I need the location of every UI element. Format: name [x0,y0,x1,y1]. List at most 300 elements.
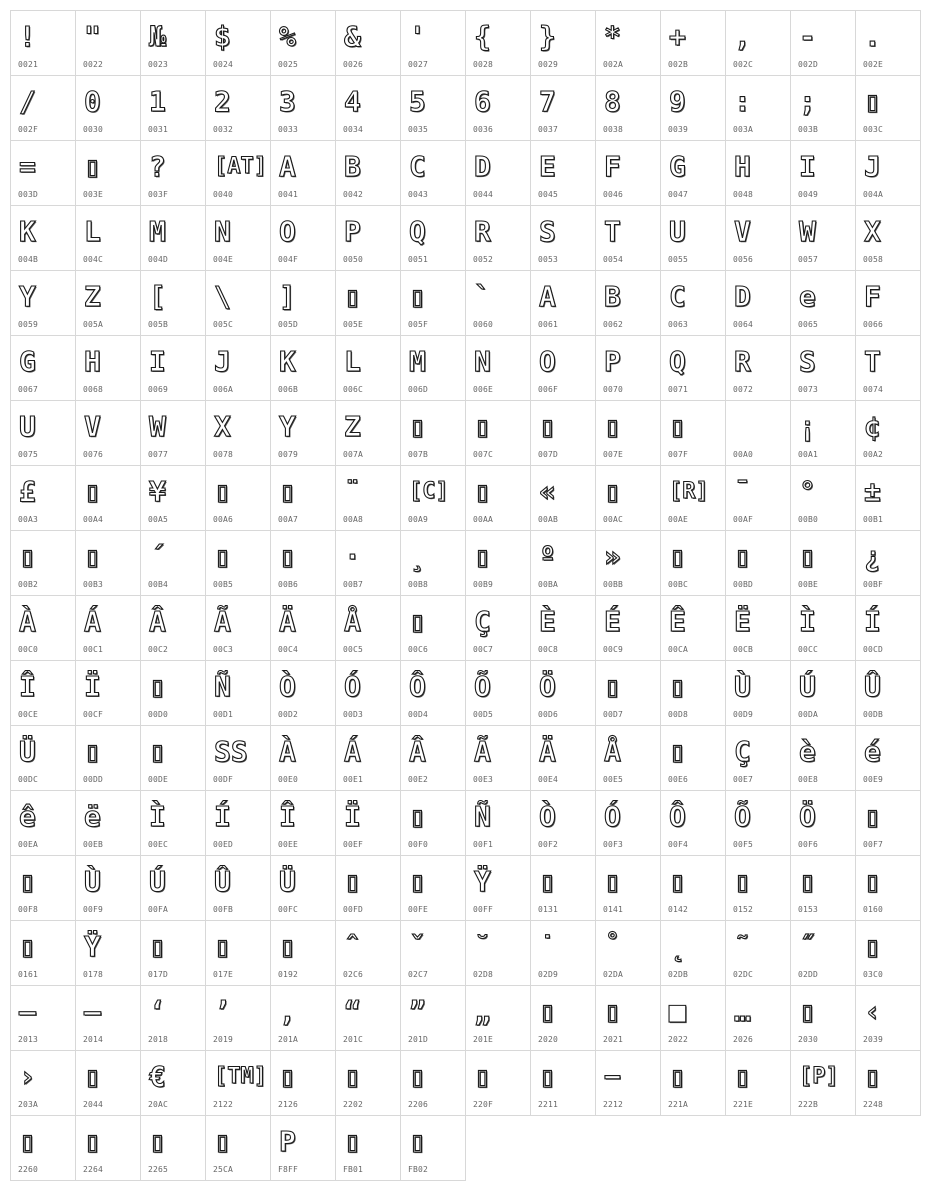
glyph-cell[interactable] [530,140,596,206]
glyph-cell[interactable] [335,10,401,76]
glyph-cell[interactable] [270,75,336,141]
glyph-cell[interactable] [400,465,466,531]
glyph-cell[interactable] [400,790,466,856]
glyph-cell[interactable] [855,985,921,1051]
glyph-cell[interactable] [10,1115,76,1181]
glyph-cell[interactable] [595,335,661,401]
glyph-cell[interactable] [660,530,726,596]
glyph-cell[interactable] [400,595,466,661]
glyph-cell[interactable] [75,855,141,921]
glyph-cell[interactable] [790,660,856,726]
glyph-cell[interactable] [855,400,921,466]
glyph-cell[interactable] [400,985,466,1051]
glyph-cell[interactable] [660,920,726,986]
glyph-cell[interactable] [205,595,271,661]
glyph-preview: D [734,280,751,313]
glyph-cell[interactable] [335,140,401,206]
glyph-cell[interactable] [140,725,206,791]
glyph-cell[interactable] [660,205,726,271]
glyph-cell[interactable] [530,920,596,986]
glyph-cell[interactable] [855,595,921,661]
glyph-cell[interactable] [660,140,726,206]
glyph-cell[interactable] [205,985,271,1051]
glyph-cell[interactable] [465,1050,531,1116]
glyph-cell[interactable] [790,920,856,986]
glyph-cell[interactable] [75,400,141,466]
glyph-cell[interactable] [855,205,921,271]
glyph-cell[interactable] [790,985,856,1051]
glyph-cell[interactable] [335,920,401,986]
glyph-cell[interactable] [335,790,401,856]
glyph-codepoint: 002D [798,60,819,69]
glyph-codepoint: 017D [148,970,169,979]
glyph-cell[interactable] [855,1050,921,1116]
glyph-cell[interactable] [10,10,76,76]
glyph-cell[interactable] [660,1050,726,1116]
glyph-cell[interactable] [530,530,596,596]
glyph-cell[interactable] [855,790,921,856]
glyph-cell[interactable] [75,1050,141,1116]
glyph-cell[interactable] [595,725,661,791]
glyph-cell[interactable] [855,465,921,531]
glyph-cell[interactable] [10,530,76,596]
glyph-cell[interactable] [660,855,726,921]
glyph-preview: P [344,215,361,248]
glyph-cell[interactable] [595,595,661,661]
glyph-preview: D [474,150,491,183]
glyph-cell[interactable] [595,205,661,271]
glyph-cell[interactable] [790,530,856,596]
glyph-cell[interactable] [530,855,596,921]
glyph-cell[interactable] [270,10,336,76]
glyph-codepoint: 003E [83,190,104,199]
glyph-preview: ▯ [84,475,101,508]
glyph-cell[interactable] [400,855,466,921]
glyph-cell[interactable] [465,855,531,921]
glyph-cell[interactable] [205,400,271,466]
glyph-cell[interactable] [400,140,466,206]
glyph-cell[interactable] [10,595,76,661]
glyph-cell[interactable] [790,855,856,921]
glyph-cell[interactable] [10,985,76,1051]
glyph-codepoint: FB01 [343,1165,364,1174]
glyph-cell[interactable] [335,725,401,791]
glyph-cell[interactable] [140,855,206,921]
glyph-cell[interactable] [205,1115,271,1181]
glyph-cell[interactable] [725,1050,791,1116]
glyph-cell[interactable] [530,270,596,336]
glyph-preview: Ç [734,735,751,768]
glyph-cell[interactable] [465,335,531,401]
glyph-cell[interactable] [530,10,596,76]
glyph-cell[interactable] [10,465,76,531]
glyph-preview: ▯ [409,410,426,443]
glyph-cell[interactable] [75,335,141,401]
glyph-codepoint: 2018 [148,1035,169,1044]
glyph-cell[interactable] [530,595,596,661]
glyph-cell[interactable] [205,205,271,271]
glyph-cell[interactable] [530,1050,596,1116]
glyph-cell[interactable] [10,920,76,986]
glyph-cell[interactable] [660,270,726,336]
glyph-codepoint: 0074 [863,385,884,394]
glyph-cell[interactable] [595,790,661,856]
glyph-cell[interactable] [530,985,596,1051]
glyph-cell[interactable] [205,790,271,856]
glyph-preview: X [864,215,881,248]
glyph-cell[interactable] [660,725,726,791]
glyph-cell[interactable] [335,335,401,401]
glyph-cell[interactable] [595,270,661,336]
glyph-preview: Á [84,605,101,638]
glyph-preview: ▯ [344,1125,361,1158]
glyph-preview: ■ [669,995,686,1028]
glyph-cell[interactable] [205,270,271,336]
glyph-codepoint: 007E [603,450,624,459]
glyph-cell[interactable] [465,465,531,531]
glyph-cell[interactable] [660,985,726,1051]
glyph-codepoint: 221E [733,1100,754,1109]
glyph-cell[interactable] [790,140,856,206]
glyph-cell[interactable] [400,660,466,726]
glyph-cell[interactable] [530,335,596,401]
glyph-cell[interactable] [530,75,596,141]
glyph-cell[interactable] [595,140,661,206]
glyph-cell[interactable] [660,465,726,531]
glyph-cell[interactable] [660,75,726,141]
glyph-cell[interactable] [270,530,336,596]
glyph-cell[interactable] [140,920,206,986]
glyph-codepoint: 00A1 [798,450,819,459]
glyph-cell[interactable] [140,205,206,271]
glyph-codepoint: 003F [148,190,169,199]
glyph-cell[interactable] [660,10,726,76]
glyph-cell[interactable] [270,855,336,921]
glyph-cell[interactable] [205,530,271,596]
glyph-cell[interactable] [75,725,141,791]
glyph-cell[interactable] [140,1050,206,1116]
glyph-cell[interactable] [270,1115,336,1181]
glyph-cell[interactable] [725,985,791,1051]
glyph-cell[interactable] [530,790,596,856]
glyph-preview: e [799,280,816,313]
glyph-cell[interactable] [530,205,596,271]
glyph-cell[interactable] [595,10,661,76]
glyph-cell[interactable] [660,595,726,661]
glyph-codepoint: 007B [408,450,429,459]
glyph-cell[interactable] [140,140,206,206]
glyph-cell[interactable] [725,140,791,206]
glyph-cell[interactable] [660,335,726,401]
glyph-cell[interactable] [140,1115,206,1181]
glyph-cell[interactable] [140,790,206,856]
glyph-cell[interactable] [855,140,921,206]
glyph-codepoint: 00BA [538,580,559,589]
glyph-cell[interactable] [595,75,661,141]
glyph-cell[interactable] [465,75,531,141]
glyph-cell[interactable] [400,10,466,76]
glyph-cell[interactable] [75,920,141,986]
glyph-cell[interactable] [75,140,141,206]
glyph-cell[interactable] [725,660,791,726]
glyph-cell[interactable] [465,725,531,791]
glyph-codepoint: 201C [343,1035,364,1044]
glyph-cell[interactable] [725,595,791,661]
glyph-cell[interactable] [270,1050,336,1116]
glyph-cell[interactable] [140,270,206,336]
glyph-cell[interactable] [335,205,401,271]
glyph-cell[interactable] [790,75,856,141]
glyph-preview: 8 [604,85,621,118]
glyph-cell[interactable] [140,595,206,661]
glyph-cell[interactable] [10,205,76,271]
glyph-cell[interactable] [790,465,856,531]
glyph-cell[interactable] [205,1050,271,1116]
glyph-codepoint: 00F4 [668,840,689,849]
glyph-cell[interactable] [10,1050,76,1116]
glyph-cell[interactable] [335,595,401,661]
glyph-codepoint: 0027 [408,60,429,69]
glyph-codepoint: 00A5 [148,515,169,524]
glyph-cell[interactable] [595,465,661,531]
glyph-cell[interactable] [270,465,336,531]
glyph-cell[interactable] [790,205,856,271]
glyph-cell[interactable] [270,205,336,271]
glyph-cell[interactable] [530,725,596,791]
glyph-cell[interactable] [855,10,921,76]
glyph-cell[interactable] [725,335,791,401]
glyph-cell[interactable] [10,335,76,401]
glyph-codepoint: 0063 [668,320,689,329]
glyph-cell[interactable] [75,985,141,1051]
glyph-cell[interactable] [530,400,596,466]
glyph-cell[interactable] [465,205,531,271]
glyph-cell[interactable] [660,790,726,856]
glyph-codepoint: 2020 [538,1035,559,1044]
glyph-cell[interactable] [400,270,466,336]
glyph-cell[interactable] [205,75,271,141]
glyph-cell[interactable] [270,660,336,726]
glyph-cell[interactable] [335,855,401,921]
glyph-codepoint: 00C1 [83,645,104,654]
glyph-cell[interactable] [75,270,141,336]
glyph-cell[interactable] [10,790,76,856]
glyph-cell[interactable] [465,790,531,856]
glyph-cell[interactable] [530,660,596,726]
glyph-cell[interactable] [855,335,921,401]
glyph-cell[interactable] [725,270,791,336]
glyph-cell[interactable] [205,725,271,791]
glyph-codepoint: 00AB [538,515,559,524]
glyph-cell[interactable] [140,10,206,76]
glyph-preview: ! [19,20,36,53]
glyph-cell[interactable] [205,10,271,76]
glyph-cell[interactable] [270,400,336,466]
glyph-cell[interactable] [725,205,791,271]
glyph-cell[interactable] [725,75,791,141]
glyph-cell[interactable] [465,530,531,596]
glyph-cell[interactable] [725,400,791,466]
glyph-cell[interactable] [75,530,141,596]
glyph-cell[interactable] [790,725,856,791]
glyph-preview: Ì [799,605,816,638]
glyph-cell[interactable] [725,790,791,856]
glyph-preview: ë [84,800,101,833]
glyph-cell[interactable] [205,660,271,726]
glyph-codepoint: 00B2 [18,580,39,589]
glyph-cell[interactable] [75,595,141,661]
glyph-cell[interactable] [725,465,791,531]
glyph-cell[interactable] [400,335,466,401]
glyph-cell[interactable] [530,465,596,531]
glyph-cell[interactable] [855,660,921,726]
glyph-cell[interactable] [10,855,76,921]
glyph-cell[interactable] [595,855,661,921]
glyph-cell[interactable] [790,400,856,466]
glyph-cell[interactable] [855,725,921,791]
glyph-cell[interactable] [10,270,76,336]
glyph-cell[interactable] [75,465,141,531]
glyph-cell[interactable] [75,1115,141,1181]
glyph-cell[interactable] [595,920,661,986]
glyph-cell[interactable] [140,985,206,1051]
glyph-codepoint: 0022 [83,60,104,69]
glyph-preview: ▯ [669,410,686,443]
glyph-cell[interactable] [855,530,921,596]
glyph-cell[interactable] [725,855,791,921]
glyph-preview: J [864,150,881,183]
glyph-cell[interactable] [335,985,401,1051]
glyph-cell[interactable] [400,920,466,986]
glyph-cell[interactable] [270,985,336,1051]
glyph-cell[interactable] [465,985,531,1051]
glyph-cell[interactable] [465,270,531,336]
glyph-cell[interactable] [400,400,466,466]
glyph-preview: ▯ [409,605,426,638]
glyph-cell[interactable] [400,530,466,596]
glyph-cell[interactable] [140,335,206,401]
glyph-cell[interactable] [75,660,141,726]
glyph-cell[interactable] [790,10,856,76]
glyph-codepoint: 0049 [798,190,819,199]
glyph-cell[interactable] [335,1115,401,1181]
glyph-cell[interactable] [465,660,531,726]
glyph-cell[interactable] [725,920,791,986]
glyph-cell[interactable] [205,465,271,531]
glyph-codepoint: 00DC [18,775,39,784]
glyph-cell[interactable] [595,1050,661,1116]
glyph-cell[interactable] [140,400,206,466]
glyph-cell[interactable] [270,790,336,856]
glyph-codepoint: 0029 [538,60,559,69]
glyph-cell[interactable] [10,400,76,466]
glyph-codepoint: 003B [798,125,819,134]
glyph-cell[interactable] [400,725,466,791]
glyph-cell[interactable] [335,530,401,596]
glyph-cell[interactable] [465,595,531,661]
glyph-cell[interactable] [725,725,791,791]
glyph-preview: › [19,1060,36,1093]
glyph-cell[interactable] [205,855,271,921]
glyph-cell[interactable] [75,75,141,141]
glyph-cell[interactable] [270,920,336,986]
glyph-cell[interactable] [205,920,271,986]
glyph-cell[interactable] [660,400,726,466]
glyph-cell[interactable] [270,725,336,791]
glyph-cell[interactable] [140,75,206,141]
glyph-cell[interactable] [10,725,76,791]
glyph-cell[interactable] [855,75,921,141]
glyph-cell[interactable] [270,335,336,401]
glyph-cell[interactable] [400,1050,466,1116]
glyph-cell[interactable] [270,140,336,206]
glyph-preview: ‹ [864,995,881,1028]
glyph-cell[interactable] [335,465,401,531]
glyph-cell[interactable] [75,790,141,856]
glyph-cell[interactable] [465,140,531,206]
glyph-cell[interactable] [400,205,466,271]
glyph-cell[interactable] [10,140,76,206]
glyph-cell[interactable] [205,140,271,206]
glyph-cell[interactable] [790,335,856,401]
glyph-cell[interactable] [140,465,206,531]
glyph-cell[interactable] [790,790,856,856]
glyph-cell[interactable] [335,75,401,141]
glyph-cell[interactable] [75,10,141,76]
glyph-cell[interactable] [725,10,791,76]
glyph-preview: ▯ [539,995,556,1028]
glyph-codepoint: 006B [278,385,299,394]
glyph-codepoint: 0030 [83,125,104,134]
glyph-cell[interactable] [595,660,661,726]
glyph-cell[interactable] [335,400,401,466]
glyph-preview: „ [474,995,491,1028]
glyph-cell[interactable] [855,270,921,336]
glyph-cell[interactable] [595,400,661,466]
glyph-preview: ▯ [474,475,491,508]
glyph-cell[interactable] [140,530,206,596]
glyph-cell[interactable] [205,335,271,401]
glyph-cell[interactable] [465,400,531,466]
glyph-cell[interactable] [10,75,76,141]
glyph-cell[interactable] [140,660,206,726]
glyph-cell[interactable] [595,530,661,596]
glyph-cell[interactable] [790,595,856,661]
glyph-cell[interactable] [335,660,401,726]
glyph-cell[interactable] [270,595,336,661]
glyph-cell[interactable] [335,1050,401,1116]
glyph-cell[interactable] [465,920,531,986]
glyph-cell[interactable] [855,855,921,921]
glyph-cell[interactable] [335,270,401,336]
glyph-cell[interactable] [660,660,726,726]
glyph-codepoint: 00A8 [343,515,364,524]
glyph-preview: ˛ [669,930,686,963]
glyph-cell[interactable] [10,660,76,726]
glyph-codepoint: 007C [473,450,494,459]
glyph-cell[interactable] [855,920,921,986]
glyph-cell[interactable] [595,985,661,1051]
glyph-cell[interactable] [270,270,336,336]
glyph-cell[interactable] [790,270,856,336]
glyph-preview: € [149,1060,166,1093]
glyph-cell[interactable] [790,1050,856,1116]
glyph-cell[interactable] [400,75,466,141]
glyph-cell[interactable] [465,10,531,76]
glyph-cell[interactable] [725,530,791,596]
glyph-cell[interactable] [75,205,141,271]
glyph-cell[interactable] [400,1115,466,1181]
